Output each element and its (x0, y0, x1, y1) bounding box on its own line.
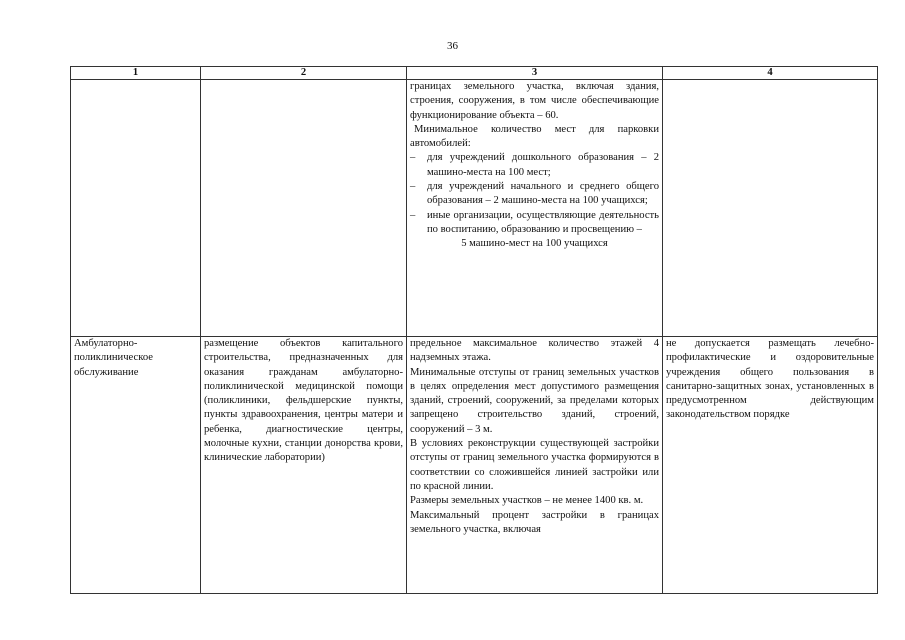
list-dash: – (410, 181, 416, 193)
row1-col3-cell (407, 80, 663, 337)
parameter-paragraph: Максимальный процент застройки в границах земельного участка, включая (410, 509, 659, 535)
column-header-3: 3 (407, 67, 663, 80)
parameters-cell (407, 337, 663, 594)
column-header-2: 2 (201, 67, 407, 80)
table-row (71, 80, 878, 337)
table-row (71, 337, 878, 594)
list-item-text: иные организации, осуществляющие деятельность по воспитанию, образованию и просвещению – (427, 209, 659, 235)
parking-intro-text: границах земельного участка, включая здания, строения, сооружения, в том числе обеспечивающие функционирование объекта – 60. (410, 81, 659, 121)
list-item-text: для учреждений дошкольного образования – 2 машино-места на 100 мест; (427, 152, 659, 178)
parking-minimum-text: Минимальное количество мест для парковки автомобилей: (410, 123, 659, 150)
list-item-text: для учреждений начального и среднего общего образования – 2 машино-места на 100 учащихся; (427, 181, 659, 207)
list-dash: – (410, 152, 416, 164)
row1-col4-cell (663, 80, 878, 337)
usage-description-cell: размещение объектов капитального строительства, предназначенных для оказания гражданам амбулаторно-поликлинической медицинской помощи (поликлиники, фельдшерские пункты, пункты здравоохранения, центры матери и ребенка, диагностические центры, молочные кухни, станции донорства крови, клинические лаборатории) (201, 337, 407, 594)
parameter-paragraph: предельное максимальное количество этажей 4 надземных этажа. (410, 338, 659, 364)
column-header-1: 1 (71, 67, 201, 80)
parameter-paragraph: В условиях реконструкции существующей застройки отступы от границ земельного участка формируются в соответствии со сложившейся линией застройки или по красной линии. (410, 438, 659, 492)
list-item-continuation: 5 машино-мест на 100 учащихся (461, 238, 608, 250)
page-number: 36 (447, 40, 458, 52)
list-dash: – (410, 209, 416, 221)
zoning-table (70, 66, 878, 594)
column-header-4: 4 (663, 67, 878, 80)
list-item (410, 180, 659, 209)
row1-col2-cell (201, 80, 407, 337)
list-item (410, 151, 659, 180)
parameter-paragraph: Минимальные отступы от границ земельных участков в целях определения мест допустимого размещения зданий, строений, сооружений, за пределами которых запрещено строительство зданий, строений, сооружений – 3 м. (410, 366, 659, 435)
parameter-paragraph: Размеры земельных участков – не менее 1400 кв. м. (410, 495, 644, 507)
header-row (71, 67, 878, 80)
row1-col1-cell (71, 80, 201, 337)
restrictions-cell: не допускается размещать лечебно-профилактические и оздоровительные учреждения общего пользования в санитарно-защитных зонах, установленных в предусмотренном действующим законодательством порядке (663, 337, 878, 594)
usage-type-cell: Амбулаторно-поликлиническое обслуживание (71, 337, 201, 594)
list-item (410, 209, 659, 238)
